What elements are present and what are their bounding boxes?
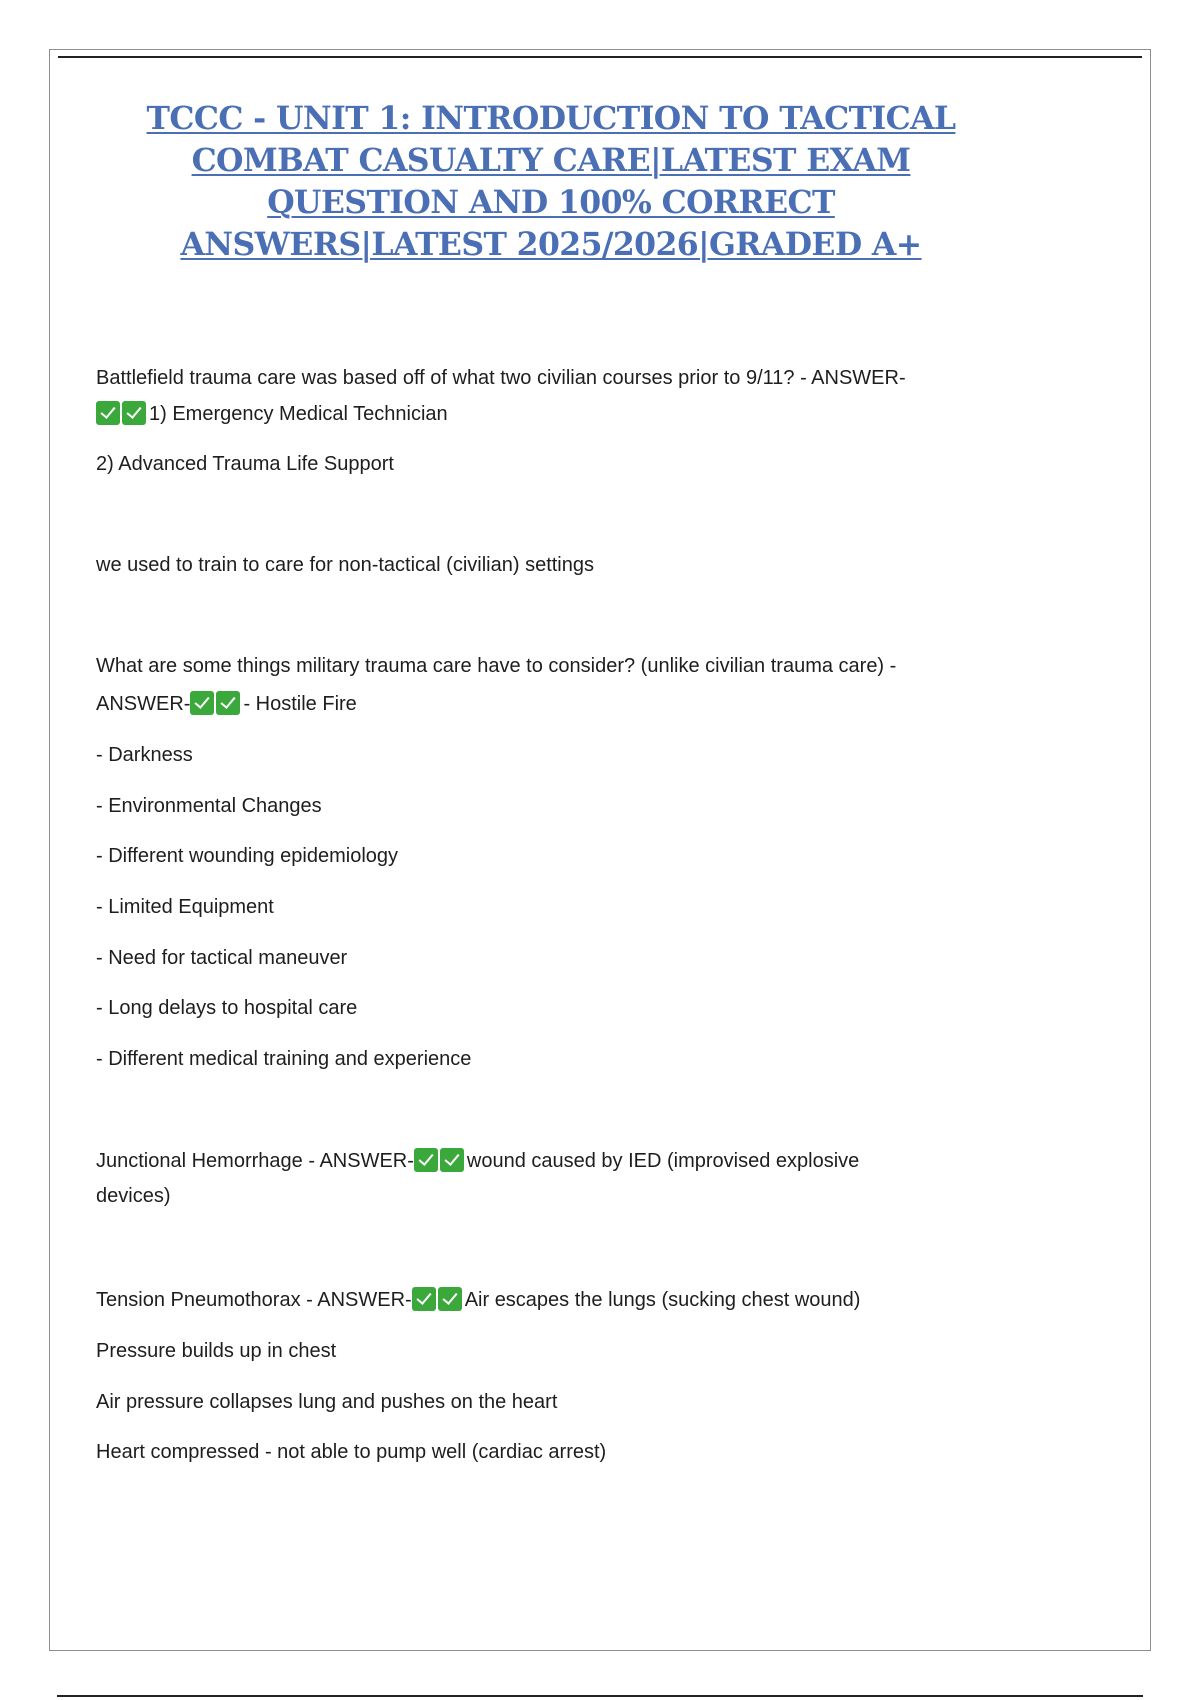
q1-question: Battlefield trauma care was based off of what two civilian courses prior to 9/11? - ANSWER-: [96, 367, 906, 389]
q3-answer-cont: devices): [96, 1185, 171, 1207]
q2-answer-first: - Hostile Fire: [243, 693, 357, 715]
check-mark-icon: [122, 401, 146, 425]
q1-answer-line: 2) Advanced Trauma Life Support: [96, 453, 394, 475]
q3-question: Junctional Hemorrhage - ANSWER-: [96, 1150, 414, 1172]
q4-answer-first: Air escapes the lungs (sucking chest wound): [464, 1289, 861, 1311]
check-mark-icon: [414, 1148, 438, 1172]
q2-answer-line: - Different medical training and experience: [96, 1048, 472, 1070]
q2-answer-line: - Darkness: [96, 744, 193, 766]
check-mark-icon: [440, 1148, 464, 1172]
check-mark-icon: [216, 691, 240, 715]
q4-question-line: [96, 1287, 860, 1313]
q4-answer-line: Air pressure collapses lung and pushes on the heart: [96, 1391, 558, 1413]
q2-question-line1: What are some things military trauma care have to consider? (unlike civilian trauma care) -: [96, 655, 897, 677]
bottom-rule: [57, 1695, 1143, 1697]
check-mark-icon: [96, 401, 120, 425]
check-mark-icon: [438, 1287, 462, 1311]
check-mark-icon: [190, 691, 214, 715]
q4-question: Tension Pneumothorax - ANSWER-: [96, 1289, 412, 1311]
q4-answer-line: Heart compressed - not able to pump well (cardiac arrest): [96, 1441, 607, 1463]
q3-question-line: [96, 1148, 859, 1174]
q1-answer-line: we used to train to care for non-tactical (civilian) settings: [96, 554, 594, 576]
top-rule: [58, 56, 1142, 58]
check-mark-icon: [412, 1287, 436, 1311]
q3-answer-first: wound caused by IED (improvised explosive: [466, 1150, 860, 1172]
q1-answer-first: 1) Emergency Medical Technician: [149, 403, 448, 425]
q2-question-line2: ANSWER-: [96, 693, 191, 715]
q2-answer-line: - Environmental Changes: [96, 795, 322, 817]
q1-answer-first-line: [96, 401, 448, 427]
document-title: TCCC - UNIT 1: INTRODUCTION TO TACTICAL COMBAT CASUALTY CARE|LATEST EXAM QUESTION AND 100% CORRECT ANSWERS|LATEST 2025/2026|GRADED A+: [146, 100, 956, 263]
q2-answer-first-line: [96, 691, 357, 717]
q4-answer-line: Pressure builds up in chest: [96, 1340, 337, 1362]
q2-answer-line: - Different wounding epidemiology: [96, 845, 399, 867]
q2-answer-line: - Long delays to hospital care: [96, 997, 358, 1019]
q2-answer-line: - Limited Equipment: [96, 896, 274, 918]
q2-answer-line: - Need for tactical maneuver: [96, 947, 348, 969]
